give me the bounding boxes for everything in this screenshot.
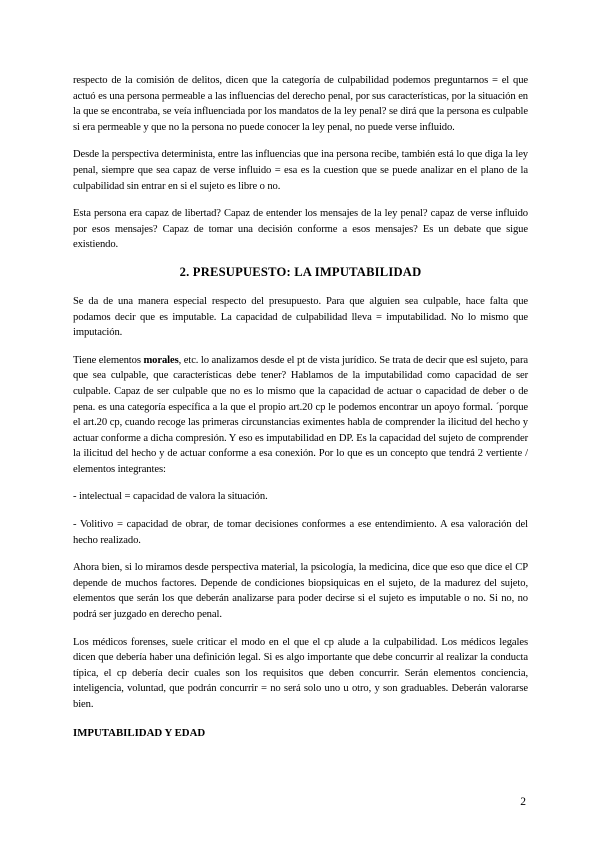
subheading-imputabilidad-edad: IMPUTABILIDAD Y EDAD xyxy=(73,726,206,739)
paragraph-presupuesto: Se da de una manera especial respecto del presupuesto. Para que alguien sea culpable, hace falta que podamos decir que es imputable. La capacidad de culpabilidad lleva = imputabilidad. No lo mismo que imputación. xyxy=(73,295,528,339)
paragraph-ahora-bien: Ahora bien, si lo miramos desde perspectiva material, la psicología, la medicina, dice que eso que dice el CP depende de muchos factores. Depende de condiciones biopsiquicas en el sujeto, de la madurez del sujeto, elementos que serán los que deberán analizarse para poder decirse si el sujeto es imputable o no. Si no, no podrá ser juzgado en derecho penal. xyxy=(73,562,528,621)
bold-term-morales: morales xyxy=(143,354,179,366)
paragraph-volitivo: - Volitivo = capacidad de obrar, de tomar decisiones conformes a ese entendimiento. A esa valoración del hecho realizado. xyxy=(73,519,528,546)
paragraph-elementos xyxy=(73,353,528,478)
paragraph-medicos-forenses: Los médicos forenses, suele criticar el modo en el que el cp alude a la culpabilidad. Los médicos legales dicen que debería haber una definición legal. Si es algo importante que debe concurrir al realizar la conducta típica, el cp debería decir cuales son los requisitos que deben concurrir. Serán elementos conciencia, inteligencia, voluntad, que podrán concurrir = no será solo uno u otro, y son graduables. Deberán valorarse bien. xyxy=(73,636,528,710)
paragraph-culpabilidad-intro: respecto de la comisión de delitos, dicen que la categoría de culpabilidad podemos preguntarnos = el que actuó es una persona permeable a las influencias del derecho penal, por sus características, por la situación en la que se encontraba, se veía influenciada por los mandatos de la ley penal? se dirá que la persona es culpable si era permeable y que no la persona no puede conocer la ley penal, no puede verse influido. xyxy=(73,75,528,133)
section-title-presupuesto: 2. PRESUPUESTO: LA IMPUTABILIDAD xyxy=(179,264,422,279)
document-page xyxy=(73,73,528,739)
paragraph-capaz-de-libertad: Esta persona era capaz de libertad? Capaz de entender los mensajes de la ley penal? capaz de verse influido por esos mensajes? Capaz de tomar una decisión conforme a esos mensajes? Es un debate que sigue existiendo. xyxy=(73,208,528,251)
paragraph-elementos-rest: , etc. lo analizamos desde el pt de vista jurídico. Se trata de decir que esl sujeto, para que sea culpable, que características debe tener? Hablamos de la imputabilidad como capacidad de ser culpable. Capaz de ser culpable que no es lo mismo que la capacidad de actuar o capacidad de deber o de pena. es una categoría específica a la que el propio art.20 cp le podemos encontrar un apoyo formal. ´porque el art.20 cp, cuando recoge las primeras circunstancias eximentes habla de comprender la ilicitud del hecho y actuar conforme a dicha compresión. Y eso es imputabilidad en DP. Es la capacidad del sujeto de comprender la ilicitud del hecho y de actuar conforme a esa conexión. Por lo que es un concepto que tendrá 2 vertiente / elementos integrantes: xyxy=(73,354,528,475)
page-number: 2 xyxy=(520,796,526,808)
paragraph-elementos-start: Tiene elementos xyxy=(73,354,144,366)
paragraph-perspectiva-determinista: Desde la perspectiva determinista, entre las influencias que ina persona recibe, también está lo que diga la ley penal, siempre que sea capaz de verse influido = esa es la cuestion que se puede analizar en el plano de la culpabilidad sin entrar en si el sujeto es libre o no. xyxy=(73,149,528,192)
paragraph-intelectual: - intelectual = capacidad de valora la situación. xyxy=(73,491,268,503)
